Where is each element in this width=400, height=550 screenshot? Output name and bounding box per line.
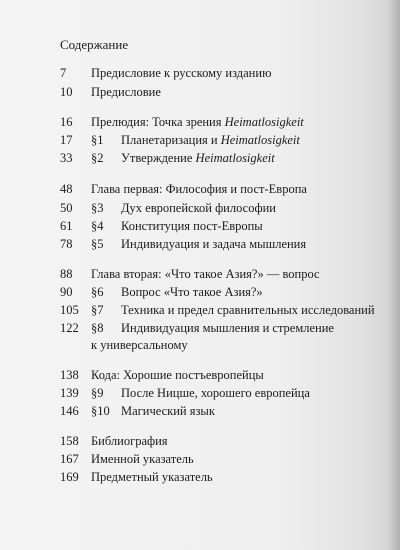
toc-entry bbox=[0, 235, 400, 253]
toc-title: Вопрос «Что такое Азия?» bbox=[121, 285, 263, 299]
toc-title: Библиография bbox=[91, 434, 168, 448]
toc-page-number: 169 bbox=[60, 470, 79, 484]
toc-title: Кода: Хорошие постъевропейцы bbox=[91, 368, 264, 382]
toc-entry bbox=[0, 402, 400, 420]
toc-entry bbox=[0, 131, 400, 149]
toc-page-number: 48 bbox=[60, 182, 73, 196]
toc-title: Индивидуация мышления и стремление bbox=[121, 321, 334, 335]
toc-title-italic: Heimatlosigkeit bbox=[224, 115, 304, 129]
toc-entry bbox=[0, 301, 400, 319]
toc-page-number: 7 bbox=[60, 66, 67, 80]
toc-page-number: 61 bbox=[60, 219, 73, 233]
toc-entry bbox=[0, 319, 400, 337]
toc-title bbox=[121, 131, 300, 149]
toc-title: После Ницше, хорошего европейца bbox=[121, 386, 310, 400]
toc-section-number: §7 bbox=[91, 303, 104, 317]
toc-section-number: §5 bbox=[91, 237, 104, 251]
toc-page-number: 33 bbox=[60, 151, 73, 165]
toc-page-number: 10 bbox=[60, 85, 73, 99]
toc-title: Магический язык bbox=[121, 404, 215, 418]
toc-title: Именной указатель bbox=[91, 452, 194, 466]
toc-title: Индивидуация и задача мышления bbox=[121, 237, 307, 251]
toc-page-number: 88 bbox=[60, 267, 73, 281]
toc-title-text: Планетаризация и bbox=[121, 133, 221, 147]
toc-entry bbox=[0, 283, 400, 301]
toc-title bbox=[121, 149, 275, 167]
toc-entry bbox=[0, 113, 400, 131]
toc-entry bbox=[0, 180, 400, 198]
toc-title-continuation: к универсальному bbox=[91, 338, 188, 352]
toc-page-number: 122 bbox=[60, 321, 79, 335]
toc-title: Предисловие к русскому изданию bbox=[91, 66, 272, 80]
toc-title: Дух европейской философии bbox=[121, 201, 276, 215]
toc-title-italic: Heimatlosigkeit bbox=[220, 133, 300, 147]
toc-page-number: 167 bbox=[60, 452, 79, 466]
toc-title bbox=[91, 113, 304, 131]
toc-entry bbox=[0, 199, 400, 217]
toc-page-number: 146 bbox=[60, 404, 79, 418]
toc-title: Глава первая: Философия и пост-Европа bbox=[91, 182, 307, 196]
toc-title: Техника и предел сравнительных исследований bbox=[121, 303, 375, 317]
toc-page-number: 139 bbox=[60, 386, 79, 400]
toc-page-number: 138 bbox=[60, 368, 79, 382]
toc-title-text: Утверждение bbox=[121, 151, 196, 165]
toc-section-number: §4 bbox=[91, 219, 104, 233]
toc-entry bbox=[0, 366, 400, 384]
toc-entry bbox=[0, 217, 400, 235]
toc-title: Предметный указатель bbox=[91, 470, 213, 484]
toc-entry bbox=[0, 64, 400, 82]
toc-entry bbox=[0, 450, 400, 468]
toc-entry bbox=[0, 265, 400, 283]
toc-title-italic: Heimatlosigkeit bbox=[195, 151, 275, 165]
toc-page-number: 16 bbox=[60, 115, 73, 129]
toc-entry bbox=[0, 432, 400, 450]
toc-title: Конституция пост-Европы bbox=[121, 219, 263, 233]
toc-title-text: Прелюдия: Точка зрения bbox=[91, 115, 225, 129]
toc-page-number: 158 bbox=[60, 434, 79, 448]
toc-section-number: §9 bbox=[91, 386, 104, 400]
toc-entry bbox=[0, 149, 400, 167]
toc-page-number: 78 bbox=[60, 237, 73, 251]
toc-section-number: §10 bbox=[91, 404, 110, 418]
toc-page-number: 105 bbox=[60, 303, 79, 317]
toc-page-number: 90 bbox=[60, 285, 73, 299]
toc-section-number: §1 bbox=[91, 133, 104, 147]
toc-section-number: §8 bbox=[91, 321, 104, 335]
toc-title: Глава вторая: «Что такое Азия?» — вопрос bbox=[91, 267, 320, 281]
toc-title: Предисловие bbox=[91, 85, 161, 99]
toc-heading: Содержание bbox=[60, 37, 129, 52]
toc-page-number: 50 bbox=[60, 201, 73, 215]
toc-entry bbox=[0, 83, 400, 101]
toc-entry bbox=[0, 468, 400, 486]
toc-page-number: 17 bbox=[60, 133, 73, 147]
toc-section-number: §2 bbox=[91, 151, 104, 165]
toc-section-number: §3 bbox=[91, 201, 104, 215]
toc-entry bbox=[0, 384, 400, 402]
toc-entry-continuation bbox=[0, 336, 400, 354]
toc-section-number: §6 bbox=[91, 285, 104, 299]
